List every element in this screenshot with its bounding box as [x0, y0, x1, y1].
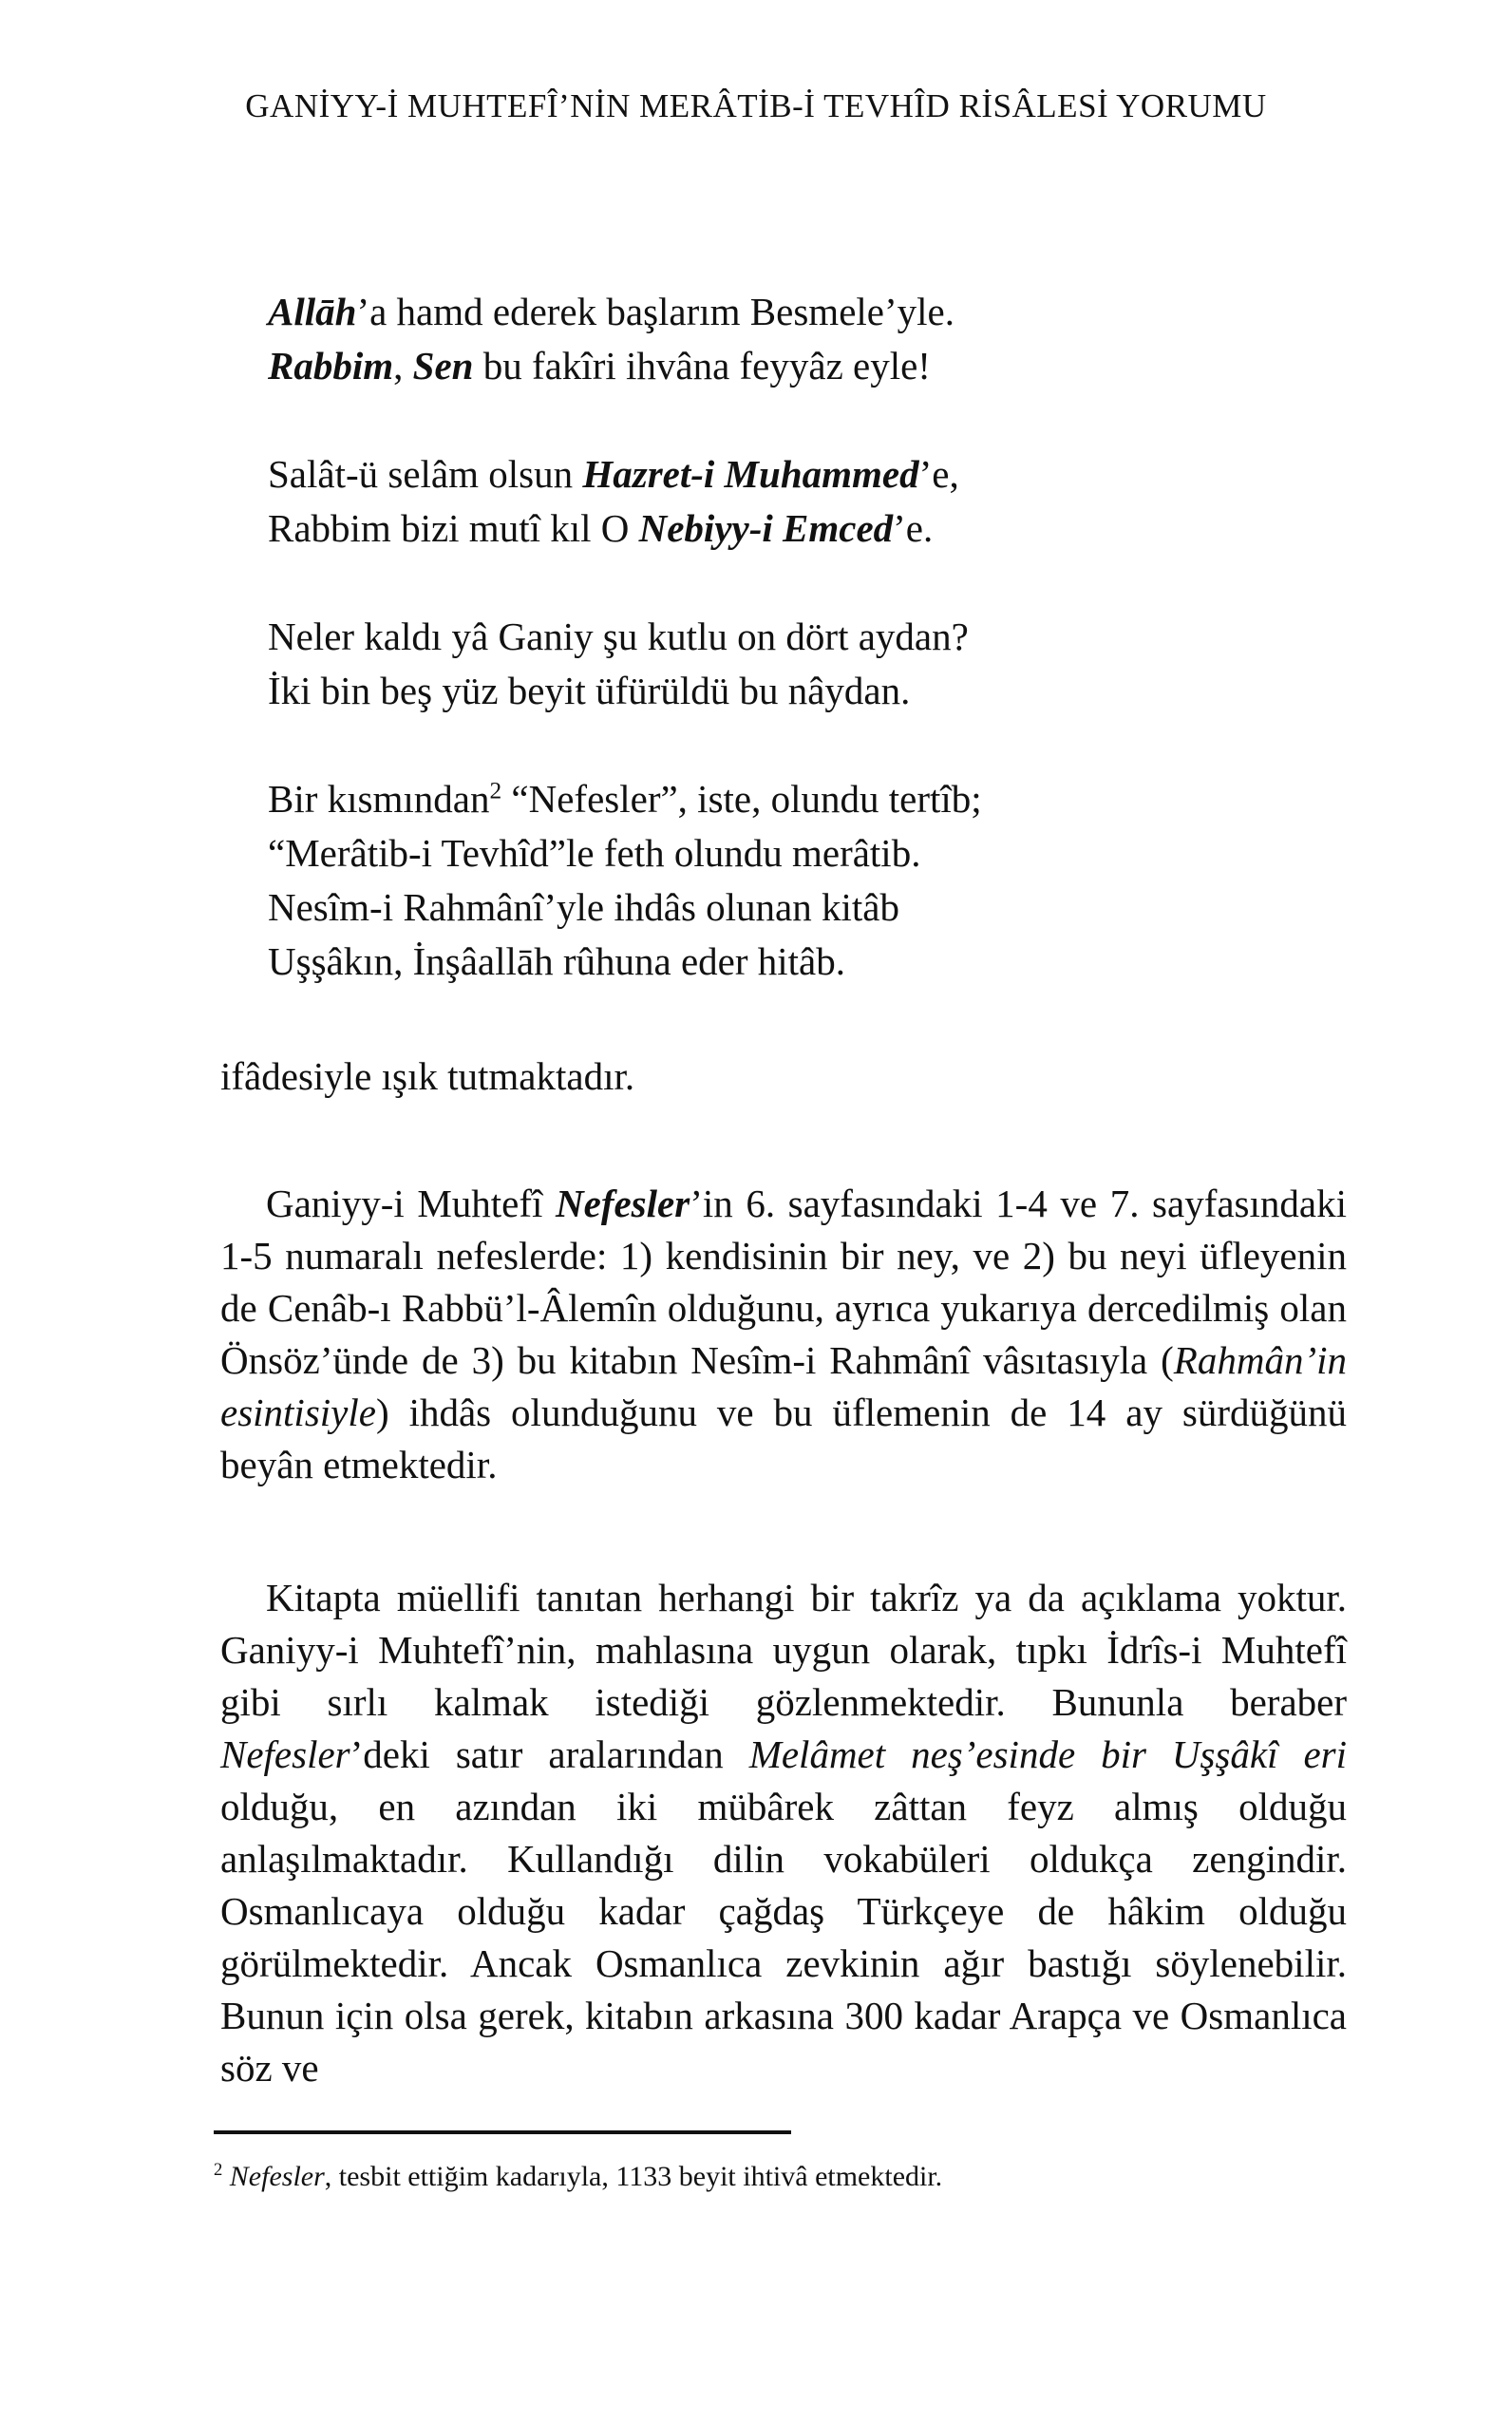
after-verse-line: ifâdesiyle ışık tutmaktadır. [220, 1054, 635, 1098]
verse-block-4 [268, 772, 1351, 989]
verse-line: Uşşâkın, İnşâallāh rûhuna eder hitâb. [268, 939, 845, 983]
footnote-area [214, 2130, 1349, 2195]
verse-line: Rabbim bizi mutî kıl O Nebiyy-i Emced’e. [268, 506, 934, 550]
running-header: GANİYY-İ MUHTEFÎ’NİN MERÂTİB-İ TEVHÎD RİSÂLESİ YORUMU [245, 87, 1267, 124]
verse-section [268, 285, 1351, 989]
verse-line: Neler kaldı yâ Ganiy şu kutlu on dört aydan? [268, 615, 969, 658]
verse-block-2 [268, 447, 1351, 556]
verse-block-3 [268, 610, 1351, 718]
body-paragraph-1: Ganiyy-i Muhtefî Nefesler’in 6. sayfasındaki 1-4 ve 7. sayfasındaki 1-5 numaralı nefeslerde: 1) kendisinin bir ney, ve 2) bu neyi üfleyenin de Cenâb-ı Rabbü’l-Âlemîn olduğunu, ayrıca yukarıya dercedilmiş olan Önsöz’ünde de 3) bu kitabın Nesîm-i Rahmânî vâsıtasıyla (Rahmân’in esintisiyle) ihdâs olunduğunu ve bu üflemenin de 14 ay sürdüğünü beyân etmektedir. [220, 1182, 1347, 1486]
verse-line: İki bin beş yüz beyit üfürüldü bu nâydan. [268, 669, 911, 712]
footnote-text: $^2$ Nefesler, tesbit ettiğim kadarıyla, 1133 beyit ihtivâ etmektedir. [214, 2160, 943, 2192]
verse-line: Bir kısmından$^2$ “Nefesler”, iste, olundu tertîb; [268, 777, 982, 821]
verse-line: Nesîm-i Rahmânî’yle ihdâs olunan kitâb [268, 885, 899, 929]
verse-line: Allāh’a hamd ederek başlarım Besmele’yle. [268, 290, 954, 333]
verse-line: “Merâtib-i Tevhîd”le feth olundu merâtib. [268, 831, 921, 875]
verse-block-1 [268, 285, 1351, 393]
verse-line: Salât-ü selâm olsun Hazret-i Muhammed’e, [268, 452, 959, 496]
body-paragraph-2: Kitapta müellifi tanıtan herhangi bir takrîz ya da açıklama yoktur. Ganiyy-i Muhtefî’nin, mahlasına uygun olarak, tıpkı İdrîs-i Muhtefî gibi sırlı kalmak istediği gözlenmektedir. Bununla beraber Nefesler’deki satır aralarından Melâmet neş’esinde bir Uşşâkî eri olduğu, en azından iki mübârek zâttan feyz almış olduğu anlaşılmaktadır. Kullandığı dilin vokabüleri oldukça zengindir. Osmanlıcaya olduğu kadar çağdaş Türkçeye de hâkim olduğu görülmektedir. Ancak Osmanlıca zevkinin ağır bastığı söylenebilir. Bunun için olsa gerek, kitabın arkasına 300 kadar Arapça ve Osmanlıca söz ve [220, 1576, 1347, 2090]
verse-line: Rabbim, Sen bu fakîri ihvâna feyyâz eyle! [268, 344, 931, 388]
footnote-rule [214, 2130, 791, 2134]
